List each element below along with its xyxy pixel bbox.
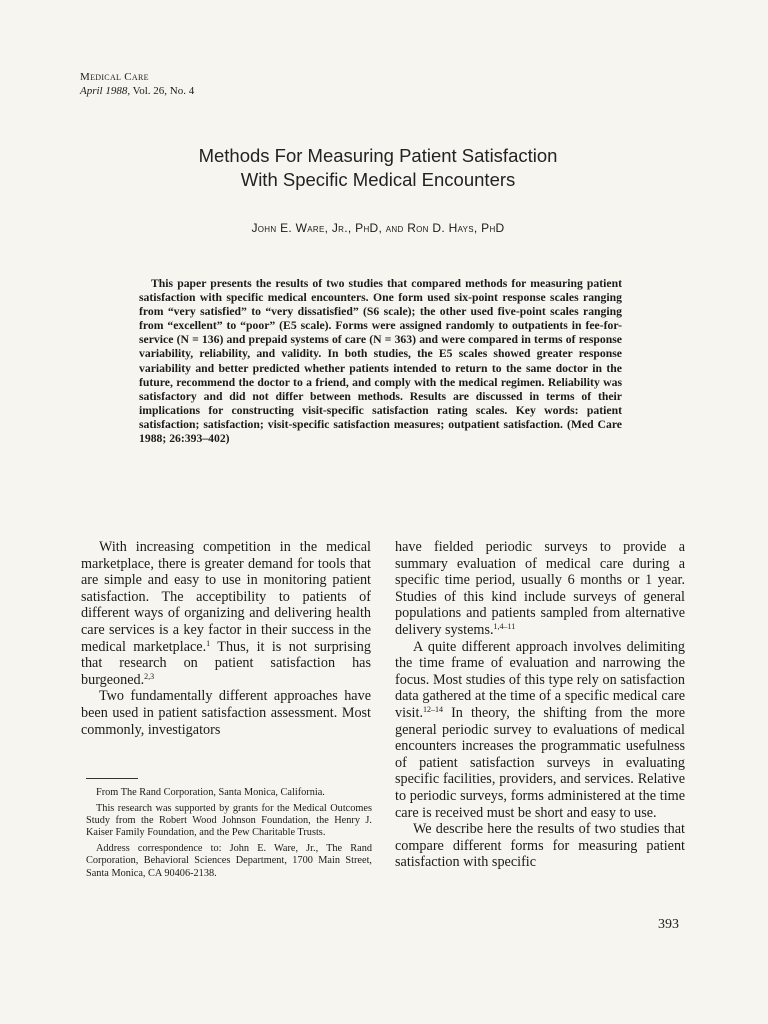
abstract: This paper presents the results of two studies that compared methods for measuring patient satisfaction with specific medical encounters. One form used six-point response scales ranging from “very satisfied” to “very dissatisfied” (S6 scale); the other used five-point scales ranging from “excellent” to “poor” (E5 scale). Forms were assigned randomly to outpatients in fee-for-service (N = 136) and prepaid systems of care (N = 363) and were compared in terms of response variability, reliability, and validity. In both studies, the E5 scales showed greater response variability and better predicted whether patients intended to return to the same doctor in the future, recommend the doctor to a friend, and comply with the medical regimen. Reliability was satisfactory and did not differ between methods. Results are discussed in terms of their implications for constructing visit-specific satisfaction rating scales. Key words: patient satisfaction; satisfaction; visit-specific satisfaction measures; outpatient satisfaction. (Med Care 1988; 26:393–402) [139,277,622,446]
paragraph-text: Two fundamentally different approaches have been used in patient satisfaction assessment. Most commonly, investigators [81,688,371,738]
paragraph-text: With increasing competition in the medical marketplace, there is greater demand for tools that are simple and easy to use in monitoring patient satisfaction. The acceptibility to patients of different ways of organizing and delivering health care services is a key factor in their success in the medical marketplace. [81,539,371,655]
paragraph-text: We describe here the results of two studies that compare different forms for measuring patient satisfaction with specific [395,821,685,871]
footnotes [86,787,372,884]
author-list: John E. Ware, Jr., PhD, and Ron D. Hays, PhD [251,221,505,235]
paragraph-text: Thus, it is not surprising that research on patient satisfaction has burgeoned. [81,638,371,688]
paragraph [81,539,371,688]
page-number: 393 [658,917,679,932]
issue-date: April 1988 [80,85,128,97]
paragraph-text: In theory, the shifting from the more general periodic survey to evaluations of medical encounters increases the programmatic usefulness of patient satisfaction surveys in evaluating specific facilities, providers, and services. Relative to periodic surveys, forms administered at the time care is received must be short and easy to use. [395,704,685,821]
paragraph-text: have fielded periodic surveys to provide a summary evaluation of medical care during a specific time period, usually 6 months or 1 year. Studies of this kind include surveys of general populations and patients sampled from alternative delivery systems. [395,539,685,638]
journal-header [80,70,194,98]
footnote-support: This research was supported by grants for the Medical Outcomes Study from the Robert Wood Johnson Foundation, the Henry J. Kaiser Family Foundation, and the Pew Charitable Trusts. [86,803,372,839]
body-column-left [81,539,371,738]
article-title [100,144,656,192]
paragraph [395,821,685,871]
title-line-2: With Specific Medical Encounters [240,169,516,190]
citation: 1,4–11 [493,621,516,631]
journal-name: Medical Care [80,71,149,83]
citation: 2,3 [144,671,155,681]
paragraph [395,639,685,822]
issue-volume: , Vol. 26, No. 4 [127,85,195,97]
title-line-1: Methods For Measuring Patient Satisfaction [198,145,558,166]
journal-issue [80,84,194,98]
paragraph-text: A quite different approach involves delimiting the time frame of evaluation and narrowing the focus. Most studies of this type rely on satisfaction data gathered at the time of a specific medical care visit. [395,638,685,721]
footnote-affiliation: From The Rand Corporation, Santa Monica, California. [96,787,325,798]
body-column-right [395,539,685,871]
footnote-address: Address correspondence to: John E. Ware, Jr., The Rand Corporation, Behavioral Sciences Department, 1700 Main Street, Santa Monica, CA 90406-2138. [86,843,372,879]
footnote-divider [86,778,138,779]
citation: 12–14 [423,704,443,714]
paragraph [395,539,685,639]
citation: 1 [206,638,211,648]
paragraph [81,688,371,738]
